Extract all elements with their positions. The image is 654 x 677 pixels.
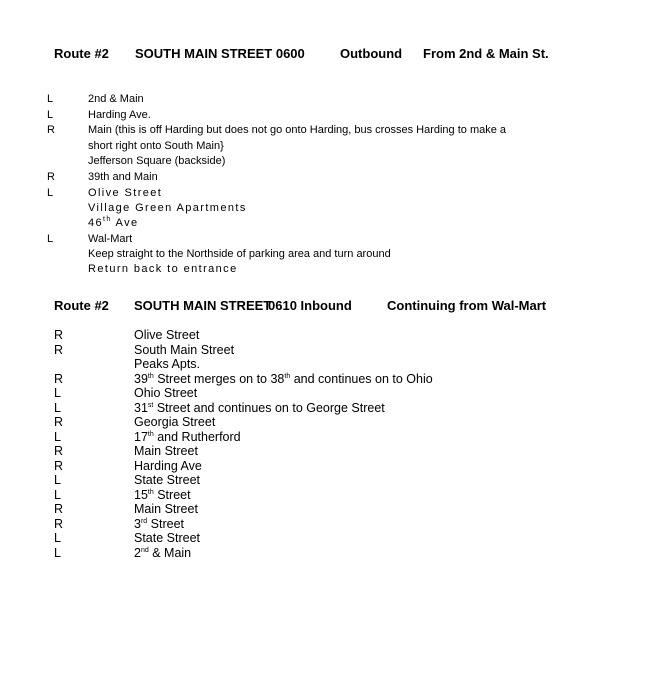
inbound-turn-marker: R <box>54 502 64 516</box>
step-text-part: Village Green Apartments <box>88 202 247 214</box>
inbound-step <box>134 546 191 560</box>
inbound-turn-marker: R <box>54 342 64 357</box>
inbound-code: 0610 Inbound <box>268 298 352 313</box>
ordinal-suffix: th <box>284 372 291 380</box>
step-text-part: 2 <box>134 545 141 560</box>
step-text-part: 39 <box>134 371 148 386</box>
outbound-step <box>88 247 391 261</box>
inbound-turn-marker: L <box>54 545 61 560</box>
step-text-part: Jefferson Square (backside) <box>88 155 226 167</box>
outbound-step <box>88 201 247 215</box>
step-text-part: South Main Street <box>134 342 235 357</box>
inbound-turn-marker: R <box>54 415 64 429</box>
outbound-step <box>88 154 225 168</box>
outbound-route-label: Route #2 <box>54 46 109 61</box>
step-text-part: 39th and Main <box>88 171 158 183</box>
step-text-part: Wal-Mart <box>88 233 133 245</box>
inbound-step <box>134 517 184 531</box>
inbound-origin: Continuing from Wal-Mart <box>387 298 547 313</box>
step-text-part: 2nd & Main <box>88 93 144 105</box>
ordinal-suffix: th <box>147 488 154 496</box>
outbound-turn-marker: L <box>47 109 54 121</box>
step-text-part: Main Street <box>134 444 198 458</box>
inbound-route-label: Route #2 <box>54 298 109 313</box>
step-text-part: Ave <box>111 217 139 229</box>
outbound-turn-marker: R <box>47 124 55 136</box>
step-text-part: Return back to entrance <box>88 263 238 275</box>
step-text-part: Main (this is off Harding but does not go onto Harding, bus crosses Harding to make a <box>88 124 507 136</box>
inbound-turn-marker: L <box>54 487 61 502</box>
ordinal-suffix: nd <box>140 546 149 554</box>
step-text-part: Street and continues on to George Street <box>153 400 385 415</box>
step-text-part: Street <box>153 487 191 502</box>
outbound-turn-marker: L <box>47 233 54 245</box>
outbound-step <box>88 216 139 230</box>
inbound-step <box>134 386 197 400</box>
ordinal-suffix: th <box>147 372 154 380</box>
inbound-turn-marker: L <box>54 473 61 487</box>
step-text-part: and Rutherford <box>153 429 241 444</box>
step-text-part: Ohio Street <box>134 386 198 400</box>
step-text-part: 15 <box>134 487 148 502</box>
inbound-step <box>134 502 198 516</box>
inbound-step <box>134 343 234 357</box>
step-text-part: 17 <box>134 429 148 444</box>
step-text-part: Olive Street <box>134 328 200 342</box>
step-text-part: Harding Ave. <box>88 109 151 121</box>
step-text-part: short right onto South Main} <box>88 140 224 152</box>
inbound-step <box>134 430 241 444</box>
inbound-step <box>134 531 200 545</box>
outbound-step <box>88 139 224 153</box>
ordinal-suffix: th <box>103 216 112 223</box>
step-text-part: Keep straight to the Northside of parking area and turn around <box>88 248 391 260</box>
step-text-part: State Street <box>134 473 201 487</box>
step-text-part: Georgia Street <box>134 415 216 429</box>
outbound-turn-marker: L <box>47 187 54 199</box>
inbound-street-name: SOUTH MAIN STREET <box>134 298 272 313</box>
inbound-turn-marker: R <box>54 444 64 458</box>
inbound-turn-marker: L <box>54 429 61 444</box>
step-text-part: 31 <box>134 400 148 415</box>
outbound-step <box>88 108 151 122</box>
outbound-origin: From 2nd & Main St. <box>423 46 549 61</box>
step-text-part: Street <box>147 516 185 531</box>
step-text-part: State Street <box>134 531 201 545</box>
inbound-turn-marker: R <box>54 458 64 473</box>
inbound-step <box>134 415 215 429</box>
step-text-part: Peaks Apts. <box>134 357 201 371</box>
step-text-part: Street merges on to 38 <box>153 371 285 386</box>
step-text-part: Harding Ave <box>134 458 202 473</box>
inbound-turn-marker: L <box>54 400 61 415</box>
step-text-part: Main Street <box>134 502 198 516</box>
outbound-step <box>88 92 144 106</box>
inbound-step <box>134 459 202 473</box>
ordinal-suffix: rd <box>140 517 148 525</box>
outbound-direction: Outbound <box>340 46 403 61</box>
outbound-street-name: SOUTH MAIN STREET 0600 <box>135 46 305 61</box>
inbound-turn-marker: R <box>54 516 64 531</box>
inbound-step <box>134 444 198 458</box>
ordinal-suffix: th <box>147 430 154 438</box>
outbound-turn-marker: L <box>47 93 54 105</box>
step-text-part: 3 <box>134 516 141 531</box>
outbound-step <box>88 232 132 246</box>
inbound-step <box>134 372 433 386</box>
inbound-step <box>134 328 199 342</box>
inbound-step <box>134 488 191 502</box>
outbound-step <box>88 262 238 276</box>
step-text-part: Olive Street <box>88 187 163 199</box>
inbound-turn-marker: R <box>54 371 64 386</box>
outbound-turn-marker: R <box>47 171 55 183</box>
inbound-turn-marker: L <box>54 531 61 545</box>
inbound-turn-marker: L <box>54 386 61 400</box>
inbound-turn-marker: R <box>54 328 64 342</box>
step-text-part: 46 <box>88 217 104 229</box>
outbound-step <box>88 186 162 200</box>
outbound-step <box>88 170 158 184</box>
inbound-step <box>134 401 385 415</box>
step-text-part: & Main <box>148 545 192 560</box>
inbound-step <box>134 473 200 487</box>
step-text-part: and continues on to Ohio <box>290 371 433 386</box>
outbound-step <box>88 123 506 137</box>
inbound-step <box>134 357 200 371</box>
ordinal-suffix: st <box>147 401 154 409</box>
